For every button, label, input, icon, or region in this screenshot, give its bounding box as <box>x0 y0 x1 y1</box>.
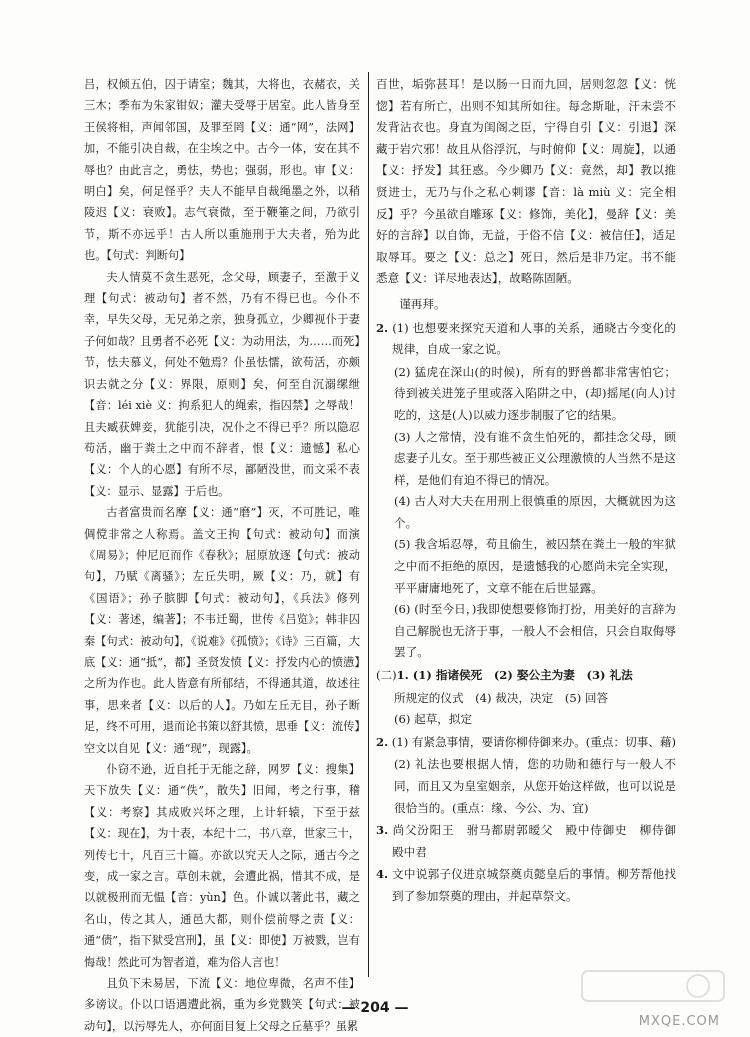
page-number: — 204 — <box>341 1000 409 1016</box>
answer-2-4: (4) 古人对大夫在用刑上很慎重的原因，大概就因为这个。 <box>394 494 676 530</box>
column-divider <box>368 72 369 977</box>
passage-paragraph-5: 且负下未易居，下流【义：地位卑微，名声不佳】多谤议。仆以口语遇遭此祸，重为乡党戮笑【句式：被动句】，以污辱先人，亦何面目复上父母之丘墓乎？虽累 <box>84 977 360 1033</box>
answer-2-3: (3) 人之常情，没有谁不贪生怕死的，都挂念父母，顾虑妻子儿女。至于那些被正义公理激愤的人当然不是这样，是他们有迫不得已的情况。 <box>394 429 676 487</box>
passage-paragraph-6: 百世，垢弥甚耳！是以肠一日而九回，居则忽忽【义：恍惚】若有所亡，出则不知其所如往。每念斯耻，汗未尝不发背沾衣也。身直为闺阁之臣，宁得自引【义：引退】深藏于岩穴邪！故且从俗浮沉，与时俯仰【义：周旋】，以通【义：抒发】其狂惑。今少卿乃【义：竟然，却】教以推贤进士，无乃与仆之私心剌谬【音：là miù 义：完全相反】乎？今虽欲自雕琢【义：修饰，美化】，曼辞【义：美好的言辞】以自饰，无益，于俗不信【义：被信任】，适足取辱耳。要之【义：总之】死日，然后是非乃定。书不能悉意【义：详尽地表达】，故略陈固陋。 <box>376 77 676 286</box>
section-2 <box>376 665 688 908</box>
passage-paragraph-4: 仆窃不逊，近自托于无能之辞，网罗【义：搜集】天下放失【义：通“佚”，散失】旧闻，考之行事，稽【义：考察】其成败兴坏之理，上计轩辕，下至于兹【义：现在】，为十表，本纪十二，书八章，世家三十，列传七十，凡百三十篇。亦欲以究天人之际，通古今之变，成一家之言。草创未就，会遭此祸，惜其不成，是以就极刑而无愠【音：yùn】色。仆诚以著此书，藏之名山，传之其人，通邑大都，则仆偿前辱之责【义：通“债”，指下狱受宫刑】，虽【义：即使】万被戮，岂有悔哉！然此可为智者道，难为俗人言也！ <box>84 763 360 969</box>
closing-sign: 谨再拜。 <box>399 296 446 311</box>
sec2-q1-line-b: 所规定的仪式 (4) 裁决，决定 (5) 回答 <box>394 690 609 705</box>
passage-paragraph-3: 古者富贵而名摩【义：通“磨”】灭，不可胜记，唯倜傥非常之人称焉。盖文王拘【句式：被动句】而演《周易》；仲尼厄而作《春秋》；屈原放逐【句式：被动句】，乃赋《离骚》；左丘失明，厥【义：乃，就】有《国语》；孙子膑脚【句式：被动句】，《兵法》修列【义：著述，编著】；不韦迁蜀，世传《吕览》；韩非囚秦【句式：被动句】，《说难》《孤愤》；《诗》三百篇，大底【义：通“抵”，都】圣贤发愤【义：抒发内心的愤懑】之所为作也。此人皆意有所郁结，不得通其道，故述往事，思来者【义：以后的人】。乃如左丘无目，孙子断足，终不可用，退而论书策以舒其愤，思垂【义：流传】空文以自见【义：通“现”，现露】。 <box>84 506 360 755</box>
answer-2-2: (2) 猛虎在深山(的时候)，所有的野兽都非常害怕它；待到被关进笼子里或落入陷阱之中，(却)摇尾(向人)讨吃的，这是(人)以威力逐步制服了它的结果。 <box>394 364 676 422</box>
passage-paragraph-2: 夫人情莫不贪生恶死，念父母，顾妻子，至激于义理【句式：被动句】者不然，乃有不得已也。今仆不幸，早失父母，无兄弟之亲，独身孤立，少卿视仆于妻子何如哉？且勇者不必死【义：为动用法，为……而死】节，怯夫慕义，何处不勉焉？仆虽怯懦，欲苟活，亦颇识去就之分【义：界限，原则】矣，何至自沉溺缧绁【音：léi xiè 义：拘系犯人的绳索，指囚禁】之辱哉！且夫臧获婢妾，犹能引决，况仆之不得已乎？所以隐忍苟活，幽于粪土之中而不辞者，恨【义：遗憾】私心【义：个人的心愿】有所不尽，鄙陋没世，而文采不表【义：显示、显露】于后也。 <box>84 270 360 498</box>
answer-2-1: (1) 也想要来探究天道和人事的关系，通晓古今变化的规律，自成一家之说。 <box>392 320 676 357</box>
sec2-answer-4: 文中说郭子仪进京城祭奠贞懿皇后的事情。柳芳帮他找到了参加祭奠的理由，并起草祭文。 <box>392 867 676 903</box>
answer-block-2 <box>376 318 676 665</box>
question-number: 4. <box>376 867 389 882</box>
sec2-answer-2-1: (1) 有紧急事情，要请你柳侍御来办。(重点：切事、藉) <box>391 734 677 749</box>
sec2-answer-2-2: (2) 礼法也要根据人情，您的功勋和德行与一般人不同，而且又为皇室姻亲，从您开始这样做，也可以说是很恰当的。(重点：缘、今公、为、宜) <box>394 757 676 815</box>
answer-2-5: (5) 我含垢忍辱，苟且偷生，被囚禁在粪土一般的牢狱之中而不拒绝的原因，是遗憾我的心愿尚未完全实现，平平庸庸地死了，文章不能在后世显露。 <box>394 537 676 595</box>
sec2-answer-3: 尚父汾阳王 驸马都尉郭暧父 殿中侍御史 柳侍御 殿中君 <box>392 823 688 859</box>
section-label: (二) <box>376 668 397 683</box>
question-number: 2. <box>376 734 389 749</box>
watermark-text: MXQE.COM <box>638 1014 720 1029</box>
left-column <box>84 74 360 1037</box>
answer-2-6: (6) (时至今日，)我即使想要修饰打扮，用美好的言辞为自己解脱也无济于事，一般人不会相信，只会自取侮辱罢了。 <box>394 602 676 660</box>
question-number: 2. <box>376 320 389 335</box>
watermark-logo-icon <box>578 967 728 1019</box>
passage-paragraph-1: 吕，权倾五伯，囚于请室；魏其，大将也，衣赭衣，关三木；季布为朱家钳奴；灌夫受辱于居室。此人皆身至王侯将相，声闻邻国，及罪至罔【义：通“网”，法网】加，不能引决自裁，在尘埃之中。古今一体，安在其不辱也？由此言之，勇怯，势也；强弱，形也。审【义：明白】矣，何足怪乎？夫人不能早自裁绳墨之外，以稍陵迟【义：衰败】。志气衰微，至于鞭箠之间，乃欲引节，斯不亦远乎！古人所以重施刑于大夫者，殆为此也。【句式：判断句】 <box>84 78 360 263</box>
sec2-q1-line-a: 1. (1) 指诸侯死 (2) 娶公主为妻 (3) 礼法 <box>396 668 633 683</box>
sec2-q1-line-c: (6) 起草，拟定 <box>394 712 473 727</box>
right-column <box>376 74 688 909</box>
question-number: 3. <box>376 823 389 838</box>
